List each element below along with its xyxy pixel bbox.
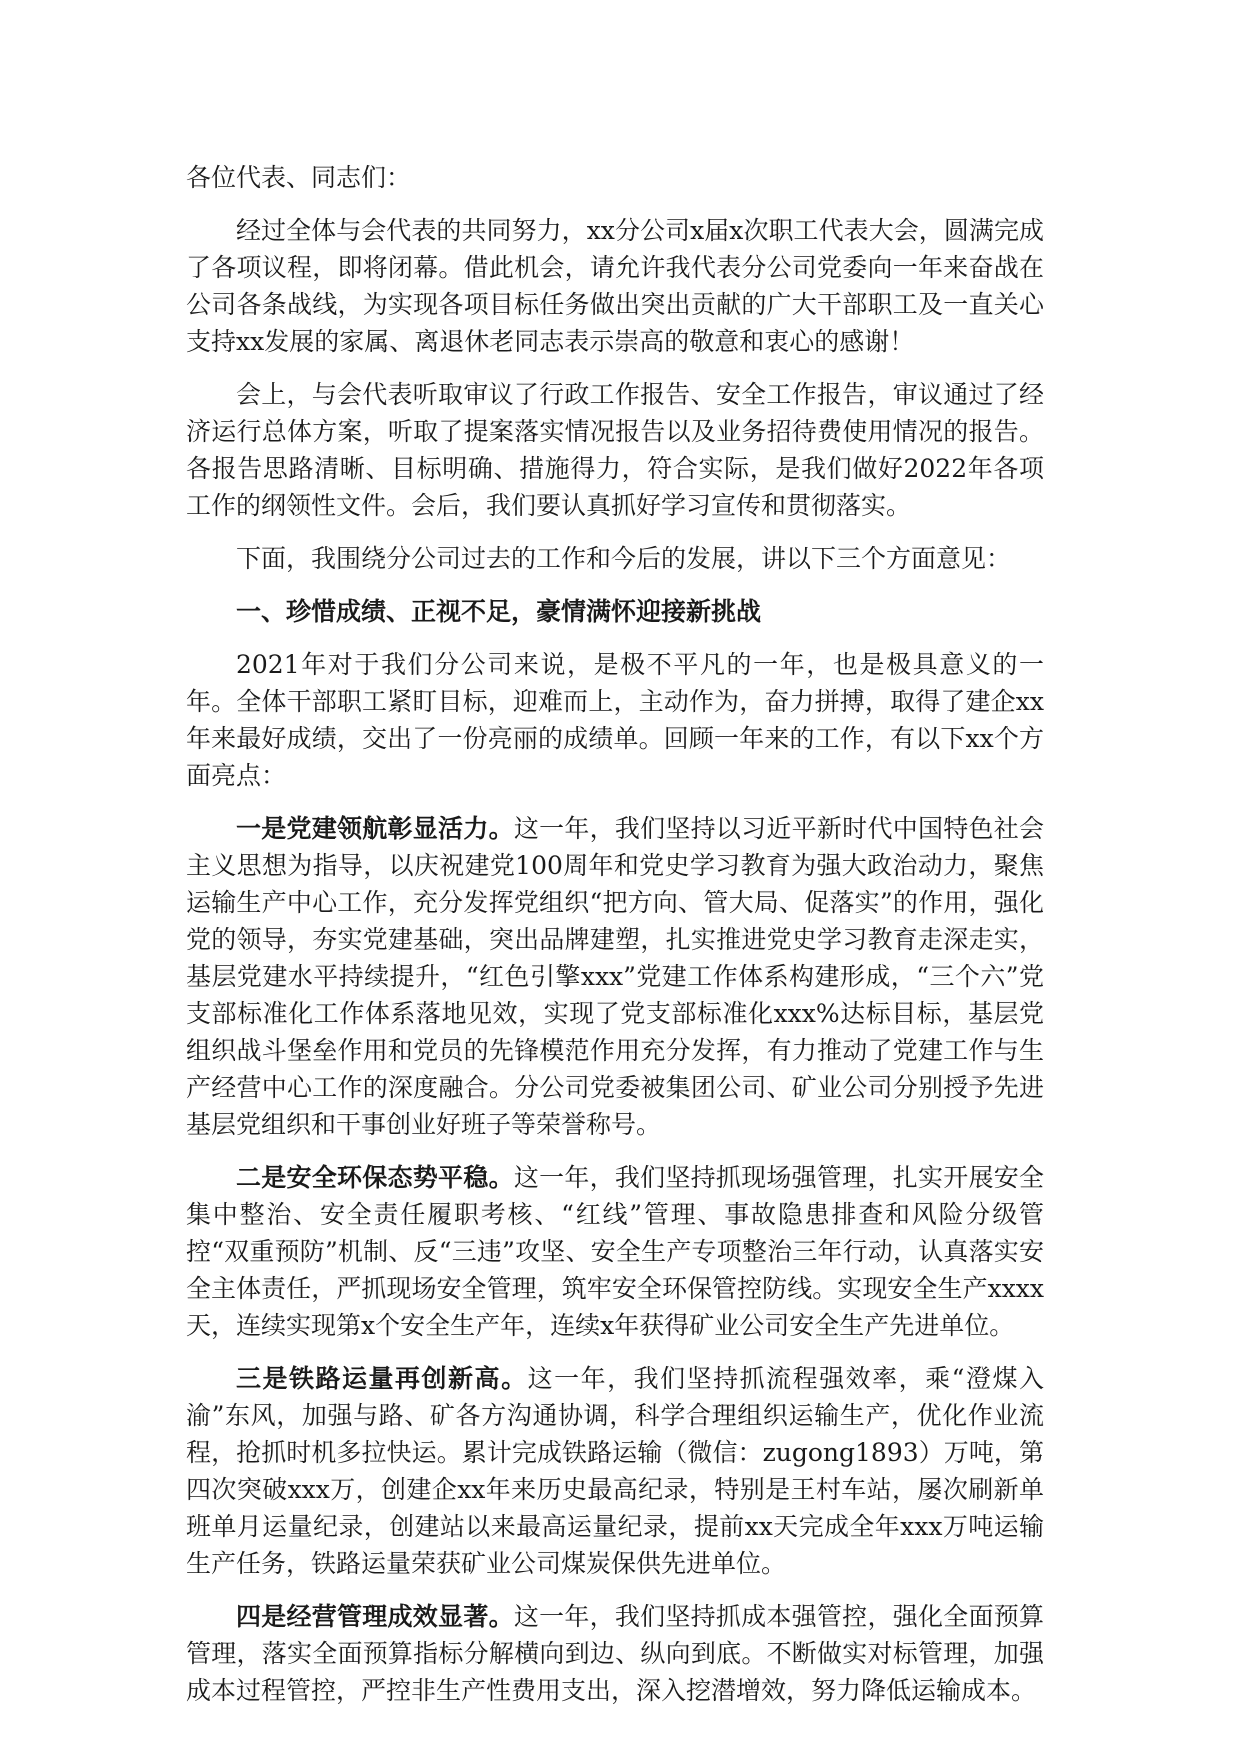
paragraph-lead: 一是党建领航彰显活力。 xyxy=(236,814,514,843)
paragraph-closing-thanks: 经过全体与会代表的共同努力，xx分公司x届x次职工代表大会，圆满完成了各项议程，即将闭幕。借此机会，请允许我代表分公司党委向一年来奋战在公司各条战线，为实现各项目标任务做出突出贡献的广大干部职工及一直关心支持xx发展的家属、离退休老同志表示崇高的敬意和衷心的感谢！ xyxy=(186,216,1044,356)
paragraph-body: 这一年，我们坚持抓流程强效率，乘“澄煤入渝”东风，加强与路、矿各方沟通协调，科学合理组织运输生产，优化作业流程，抢抓时机多拉快运。累计完成铁路运输（微信：zugong1893）万吨，第四次突破xxx万，创建企xx年来历史最高纪录，特别是王村车站，屡次刷新单班单月运量纪录，创建站以来最高运量纪录，提前xx天完成全年xxx万吨运输生产任务，铁路运量荣获矿业公司煤炭保供先进单位。 xyxy=(186,1364,1044,1578)
paragraph-2021-review: 2021年对于我们分公司来说，是极不平凡的一年，也是极具意义的一年。全体干部职工紧盯目标，迎难而上，主动作为，奋力拼搏，取得了建企xx年来最好成绩，交出了一份亮丽的成绩单。回顾一年来的工作，有以下xx个方面亮点： xyxy=(186,650,1044,790)
paragraph-lead: 二是安全环保态势平稳。 xyxy=(236,1163,514,1192)
paragraph-body: 这一年，我们坚持抓现场强管理，扎实开展安全集中整治、安全责任履职考核、“红线”管理、事故隐患排查和风险分级管控“双重预防”机制、反“三违”攻坚、安全生产专项整治三年行动，认真落实安全主体责任，严抓现场安全管理，筑牢安全环保管控防线。实现安全生产xxxx天，连续实现第x个安全生产年，连续x年获得矿业公司安全生产先进单位。 xyxy=(186,1163,1044,1340)
paragraph-lead: 四是经营管理成效显著。 xyxy=(236,1602,514,1631)
paragraph-meeting-review: 会上，与会代表听取审议了行政工作报告、安全工作报告，审议通过了经济运行总体方案，听取了提案落实情况报告以及业务招待费使用情况的报告。各报告思路清晰、目标明确、措施得力，符合实际，是我们做好2022年各项工作的纲领性文件。会后，我们要认真抓好学习宣传和贯彻落实。 xyxy=(186,380,1044,520)
section-heading-1: 一、珍惜成绩、正视不足，豪情满怀迎接新挑战 xyxy=(236,597,762,626)
paragraph-operations xyxy=(186,1598,1044,1709)
paragraph-railway-volume xyxy=(186,1360,1044,1582)
document-page xyxy=(186,159,1044,1725)
paragraph-intro-three-points: 下面，我围绕分公司过去的工作和今后的发展，讲以下三个方面意见： xyxy=(236,544,1012,573)
paragraph-body: 这一年，我们坚持抓成本强管控，强化全面预算管理，落实全面预算指标分解横向到边、纵向到底。不断做实对标管理，加强成本过程管控，严控非生产性费用支出，深入挖潜增效，努力降低运输成本。 xyxy=(186,1602,1044,1705)
paragraph-lead: 三是铁路运量再创新高。 xyxy=(236,1364,528,1393)
paragraph-party-building xyxy=(186,810,1044,1143)
greeting: 各位代表、同志们： xyxy=(186,163,412,192)
paragraph-body: 这一年，我们坚持以习近平新时代中国特色社会主义思想为指导，以庆祝建党100周年和党史学习教育为强大政治动力，聚焦运输生产中心工作，充分发挥党组织“把方向、管大局、促落实”的作用，强化党的领导，夯实党建基础，突出品牌建塑，扎实推进党史学习教育走深走实，基层党建水平持续提升，“红色引擎xxx”党建工作体系构建形成，“三个六”党支部标准化工作体系落地见效，实现了党支部标准化xxx%达标目标，基层党组织战斗堡垒作用和党员的先锋模范作用充分发挥，有力推动了党建工作与生产经营中心工作的深度融合。分公司党委被集团公司、矿业公司分别授予先进基层党组织和干事创业好班子等荣誉称号。 xyxy=(186,814,1044,1139)
paragraph-safety xyxy=(186,1159,1044,1344)
